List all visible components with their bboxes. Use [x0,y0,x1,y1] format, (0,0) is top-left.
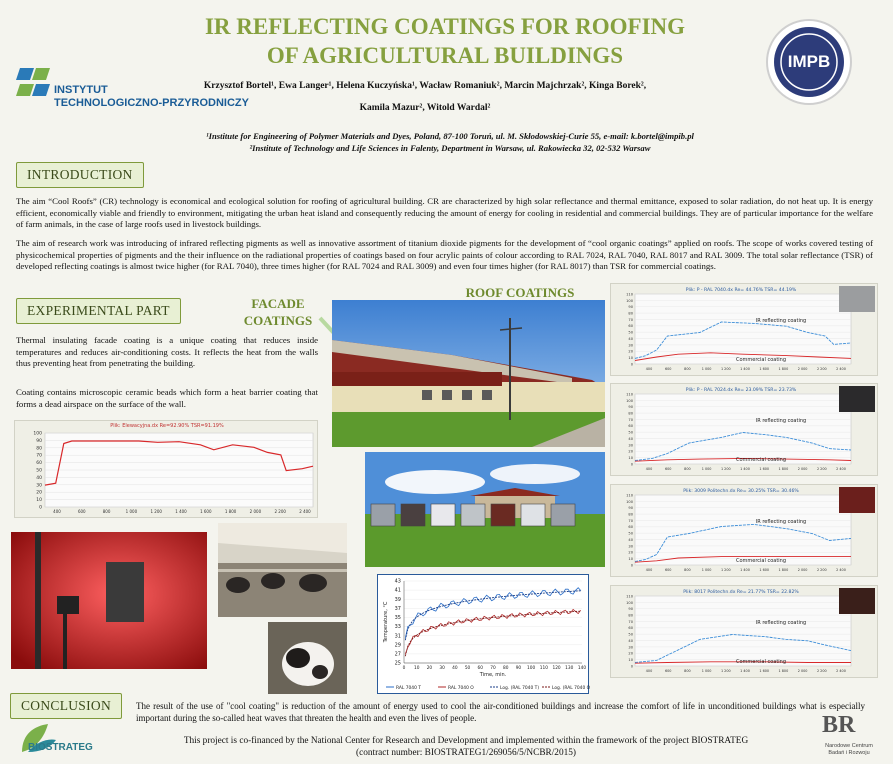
poster-title [180,12,710,70]
contract-line: (contract number: BIOSTRATEG1/269056/5/NCBR/2015) [355,748,576,758]
facade-ytick-label: 90 [36,438,42,444]
funding-note [136,735,796,759]
roof-xtick-label: 1 600 [759,669,770,673]
roof-commercial-label: Commercial coating [735,357,787,363]
authors-line-1: Krzysztof Bortel¹, Ewa Langer¹, Helena Kuczyńska¹, Wacław Romaniuk², Marcin Majchrzak², Kinga Borek², [203,81,647,91]
conclusion-text: The result of the use of "cool coating" is reduction of the amount of energy used to cool the air-conditioned buildings and increase the comfort of life in unconditioned buildings what is especially important during the so-called heat waves that threaten the health and even the lives of people. [136,701,865,723]
biostrateg-logo [18,722,128,758]
facade-ytick-label: 50 [36,468,42,474]
facade-ytick-label: 0 [39,505,42,511]
itp-logo-text-2: TECHNOLOGICZNO-PRZYRODNICZY [54,97,249,109]
temp-legend-label: RAL 7040 O [448,686,474,691]
roof-xtick-label: 2 000 [797,467,808,471]
roof-color-swatch [839,588,875,614]
temp-xtick-label: 80 [502,666,509,671]
ncbr-logo-line2: Badań i Rozwoju [828,750,870,756]
roof-xtick-label: 1 000 [701,669,712,673]
roof-xtick-label: 1 800 [778,568,789,572]
temp-xtick-label: 20 [426,666,433,671]
roof-ytick-label: 80 [628,311,633,316]
roof-xtick-label: 2 400 [836,669,846,673]
roof-xtick-label: 400 [645,669,653,673]
ncbr-logo-line1: Narodowe Centrum [825,743,873,749]
facade-chart-title: Plik: Elewacyjna.dx Re=92.90% TSR=91.19% [110,423,224,429]
temp-ytick-label: 29 [394,642,401,649]
temp-xtick-label: 70 [490,666,496,671]
itp-logo-text-1: INSTYTUT [54,84,108,96]
temp-xtick-label: 100 [527,666,536,671]
roof-charts-column [610,283,878,678]
roof-xtick-label: 1 000 [701,568,712,572]
itp-logo-mark-icon [16,66,52,100]
facade-ytick-label: 40 [36,475,42,481]
roof-chart-ral7040 [610,283,878,376]
roof-color-swatch [839,487,875,513]
roof-ytick-label: 90 [628,506,633,511]
roof-ytick-label: 60 [628,525,633,530]
temp-ytick-label: 25 [394,660,401,667]
roof-xtick-label: 2 000 [797,568,808,572]
temp-ytick-label: 31 [394,633,401,640]
temperature-chart [377,574,589,694]
roof-xtick-label: 1 200 [720,467,731,471]
cow-photo [268,622,347,694]
roof-ytick-label: 40 [628,537,633,542]
roof-xtick-label: 1 600 [759,367,770,371]
affiliations [80,130,820,154]
roof-xtick-label: 2 200 [816,467,827,471]
roof-ytick-label: 50 [628,430,633,435]
roof-ytick-label: 40 [628,638,633,643]
facade-xtick-label: 600 [77,509,86,514]
roof-chart-svg-0 [611,284,879,377]
roof-ytick-label: 0 [630,664,633,669]
temp-xtick-label: 110 [539,666,548,671]
roof-xtick-label: 1 200 [720,568,731,572]
roof-test-panels-image [365,452,605,567]
facade-xtick-label: 400 [53,509,61,514]
roof-ytick-label: 80 [628,613,633,618]
biostrateg-logo-text: BIOSTRATEG [28,742,93,753]
roof-xtick-label: 400 [645,467,653,471]
roof-chart-title: Plik: 3009 Politechn.dx Re= 30.25% TSR= 30.46% [683,489,799,494]
authors-line-2: Kamila Mazur², Witold Wardal² [359,103,491,113]
roof-xtick-label: 2 000 [797,669,808,673]
roof-ytick-label: 10 [628,356,633,361]
temp-xtick-label: 0 [402,666,406,671]
roof-xtick-label: 1 400 [740,568,750,572]
roof-xtick-label: 1 000 [701,467,712,471]
roof-xtick-label: 400 [645,367,653,371]
roof-ytick-label: 90 [628,607,633,612]
temp-xtick-label: 10 [413,666,420,671]
roof-xtick-label: 2 200 [816,568,827,572]
roof-chart-title: Plik: P - RAL 7040.dx Re= 44.76% TSR= 44.19% [685,288,797,293]
facade-xtick-label: 1 400 [175,509,187,514]
roof-ytick-label: 20 [628,349,633,354]
roof-chart-svg-1 [611,384,879,477]
roof-ytick-label: 0 [630,362,633,367]
facade-ytick-label: 100 [33,431,42,437]
facade-xtick-label: 800 [102,509,111,514]
roof-xtick-label: 2 400 [836,467,846,471]
introduction-para-2: The aim of research work was introducing of infrared reflecting pigments as well as innovative assortment of titanium dioxide pigments for the development of “cool organic coatings” applied on roofs. The scope of works covered testing of physicochemical properties of pigments and the their influence on the radiational properties of coatings based on four acrylic paints of colour according to RAL 7024, RAL 7040, RAL 8017 and RAL 3009. The total solar reflectance (TSR) of developed reflecting coatings is almost twice higher (for RAL 7040), three times higher (for RAL 7024 and RAL 3009) and even four times higher (for RAL 8017) than TSR for commercial coatings. [16,238,873,272]
temp-xtick-label: 50 [464,666,471,671]
roof-ir-label: IR reflecting coating [755,418,807,424]
temp-xtick-label: 140 [577,666,587,671]
roof-ytick-label: 60 [628,626,633,631]
temp-xtick-label: 40 [452,666,458,671]
introduction-heading: INTRODUCTION [16,162,144,188]
roof-xtick-label: 600 [664,568,672,572]
roof-xtick-label: 2 400 [836,367,846,371]
roof-coatings-label: ROOF COATINGS [465,285,575,300]
facade-xtick-label: 2 400 [299,509,311,514]
roof-ytick-label: 50 [628,330,633,335]
temp-xtick-label: 60 [477,666,484,671]
facade-ytick-label: 10 [36,498,42,504]
roof-chart-title: Plik: P - RAL 7024.dx Re= 23.09% TSR= 23.73% [685,388,797,393]
roof-ytick-label: 80 [628,512,633,517]
temp-ytick-label: 43 [394,578,401,585]
facade-xtick-label: 1 000 [125,509,138,514]
barn-interior-photo [218,523,347,617]
facade-xtick-label: 2 200 [274,509,286,514]
roof-xtick-label: 600 [664,367,672,371]
roof-xtick-label: 1 600 [759,568,770,572]
lab-ir-lamp-image [11,532,207,669]
roof-ytick-label: 40 [628,336,633,341]
roof-xtick-label: 2 400 [836,568,846,572]
facade-ytick-label: 70 [36,453,42,459]
roof-xtick-label: 1 200 [720,367,731,371]
roof-ytick-label: 40 [628,436,633,441]
temp-xtick-label: 130 [565,666,574,671]
roof-plot-area [635,294,851,364]
roof-ytick-label: 60 [628,424,633,429]
roof-ytick-label: 30 [628,443,633,448]
roof-ytick-label: 70 [628,619,633,624]
roof-xtick-label: 1 400 [740,367,750,371]
experimental-para-2: Coating contains microscopic ceramic beads which form a heat barrier coating that forms a dead airspace on the surface of the wall. [16,387,318,409]
temp-ytick-label: 33 [394,624,401,631]
roof-ytick-label: 110 [626,392,633,397]
roof-ytick-label: 90 [628,305,633,310]
roof-xtick-label: 600 [664,669,672,673]
roof-ytick-label: 100 [626,298,633,303]
ncbr-logo [814,712,884,762]
roof-ytick-label: 80 [628,411,633,416]
roof-ytick-label: 70 [628,317,633,322]
roof-ytick-label: 70 [628,518,633,523]
temp-xtick-label: 30 [439,666,445,671]
temp-ytick-label: 41 [394,587,401,594]
facade-ytick-label: 60 [36,461,42,467]
roof-chart-svg-3 [611,586,879,679]
roof-xtick-label: 800 [684,568,691,572]
title-line-2: OF AGRICULTURAL BUILDINGS [266,43,624,68]
facade-chart-svg [15,421,319,519]
barn-interior-image [218,523,347,617]
roof-commercial-label: Commercial coating [735,659,787,665]
roof-ytick-label: 20 [628,651,633,656]
roof-xtick-label: 1 200 [720,669,731,673]
roof-xtick-label: 800 [684,669,691,673]
roof-ir-label: IR reflecting coating [755,519,807,525]
temp-legend-label: Log. (RAL 7040 O) [552,686,590,691]
roof-ytick-label: 110 [626,292,633,297]
roof-xtick-label: 2 200 [816,367,827,371]
roof-ytick-label: 100 [626,600,633,605]
roof-xtick-label: 1 600 [759,467,770,471]
roof-ytick-label: 100 [626,499,633,504]
temp-trend-ral7040-t [405,591,580,640]
roof-ytick-label: 50 [628,531,633,536]
roof-ytick-label: 10 [628,658,633,663]
facade-xtick-label: 1 600 [200,509,212,514]
building-photo [332,300,605,447]
ncbr-logo-mark: BR [822,712,856,738]
roof-ytick-label: 110 [626,493,633,498]
introduction-para-1: The aim “Cool Roofs” (CR) technology is economical and ecological solution for roofing of agricultural building. CR are characterized by high solar reflectance and thermal emittance, exposed to solar radiation, do not heat up. It is energy efficient, economically viable and friendly to environment, mitigating the urban heat island and consequently reducing the amount of energy for cooling in residential and commercial buildings. They are of particular importance for the welfare of farm animals, in the case of large roofs used in livestock buildings. [16,196,873,230]
title-line-1: IR REFLECTING COATINGS FOR ROOFING [204,14,686,39]
temp-ytick-label: 37 [394,605,401,612]
temp-xtick-label: 120 [552,666,561,671]
impb-logo [762,18,856,106]
facade-xtick-label: 2 000 [249,509,262,514]
facade-ytick-label: 80 [36,446,42,452]
roof-ytick-label: 100 [626,398,633,403]
roof-ytick-label: 10 [628,557,633,562]
cow-image [268,622,347,694]
roof-ytick-label: 10 [628,456,633,461]
roof-xtick-label: 1 800 [778,467,789,471]
roof-ytick-label: 20 [628,550,633,555]
temp-legend-label: RAL 7040 T [396,686,421,691]
roof-ytick-label: 50 [628,632,633,637]
roof-ytick-label: 70 [628,417,633,422]
roof-ytick-label: 30 [628,343,633,348]
authors [165,75,685,119]
temp-trend-ral7040-o [405,611,580,656]
roof-xtick-label: 2 000 [797,367,808,371]
roof-chart-ral7024 [610,383,878,476]
roof-ir-label: IR reflecting coating [755,318,807,324]
roof-xtick-label: 1 800 [778,367,789,371]
facade-ytick-label: 20 [36,490,42,496]
temp-series-ral7040-o [405,609,580,654]
roof-ytick-label: 20 [628,449,633,454]
conclusion-heading: CONCLUSION [10,693,122,719]
roof-xtick-label: 800 [684,467,691,471]
temp-legend-label: Log. (RAL 7040 T) [500,686,540,691]
roof-color-swatch [839,286,875,312]
roof-ytick-label: 60 [628,324,633,329]
roof-ytick-label: 90 [628,405,633,410]
roof-ytick-label: 30 [628,544,633,549]
roof-xtick-label: 600 [664,467,672,471]
temp-xtick-label: 90 [515,666,522,671]
roof-ytick-label: 0 [630,462,633,467]
facade-xtick-label: 1 800 [224,509,237,514]
temp-ytick-label: 39 [394,596,401,603]
roof-xtick-label: 2 200 [816,669,827,673]
experimental-heading: EXPERIMENTAL PART [16,298,181,324]
roof-commercial-label: Commercial coating [735,558,787,564]
roof-ytick-label: 0 [630,563,633,568]
affiliation-1: ¹Institute for Engineering of Polymer Materials and Dyes, Poland, 87-100 Toruń, ul. M. Skłodowskiej-Curie 55, e-mail: k.bortel@impib.pl [206,131,694,141]
funding-line: This project is co-financed by the National Center for Research and Development and implemented within the framework of the project BIOSTRATEG [183,736,749,746]
roof-xtick-label: 1 000 [701,367,712,371]
experimental-para-1: Thermal insulating facade coating is a unique coating that reduces inside temperatures and reduces air-conditioning costs. It reflects the heat from the walls thus preventing heat from penetrating the building. [16,335,318,369]
roof-test-panels-photo [365,452,605,567]
facade-ytick-label: 30 [36,483,42,489]
impb-logo-text: IMPB [787,52,831,71]
temp-ytick-label: 35 [394,615,401,622]
building-photo-image [332,300,605,447]
roof-chart-ral8017 [610,585,878,678]
roof-ir-label: IR reflecting coating [755,620,807,626]
temp-xlabel: Time, min. [479,672,507,678]
affiliation-2: ²Institute of Technology and Life Sciences in Falenty, Department in Warsaw, ul. Rakowiecka 32, 02-532 Warsaw [249,143,651,153]
roof-chart-title: Plik: 8017 Politechn.dx Re= 21.77% TSR= 22.82% [683,590,799,595]
roof-ytick-label: 30 [628,645,633,650]
temp-ylabel: Temperature, °C [383,601,389,643]
roof-xtick-label: 800 [684,367,691,371]
roof-ytick-label: 110 [626,594,633,599]
facade-label-line-2: COATINGS [243,313,313,328]
roof-commercial-label: Commercial coating [735,457,787,463]
facade-reflectance-chart [14,420,318,518]
roof-xtick-label: 1 800 [778,669,789,673]
roof-plot-area [635,495,851,565]
roof-chart-svg-2 [611,485,879,578]
lab-ir-lamp-photo [11,532,207,669]
roof-chart-ral3009 [610,484,878,577]
facade-label-line-1: FACADE [251,296,305,311]
temp-ytick-label: 27 [394,651,401,658]
roof-xtick-label: 1 400 [740,467,750,471]
roof-xtick-label: 1 400 [740,669,750,673]
temperature-chart-svg [378,575,590,695]
roof-xtick-label: 400 [645,568,653,572]
facade-xtick-label: 1 200 [150,509,162,514]
roof-color-swatch [839,386,875,412]
